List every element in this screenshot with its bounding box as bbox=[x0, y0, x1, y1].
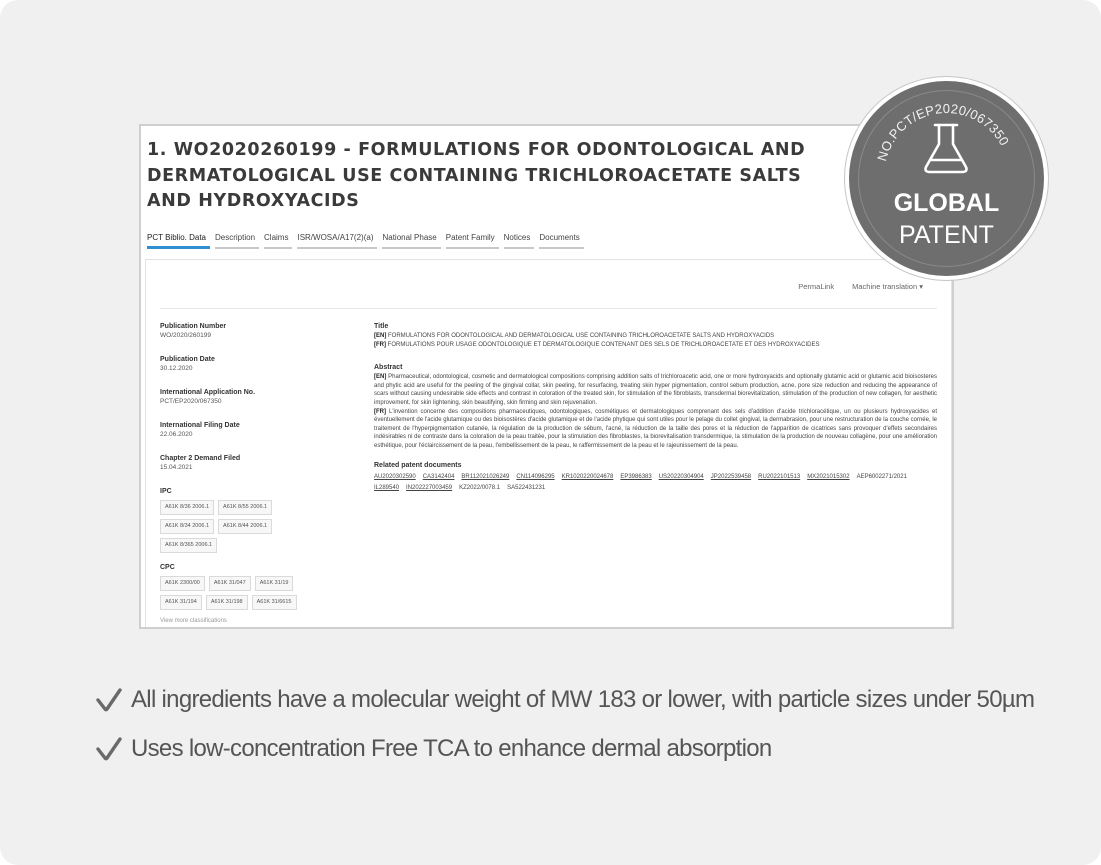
field-label: International Application No. bbox=[160, 389, 256, 396]
patent-tabs bbox=[147, 231, 589, 253]
title-en-text: FORMULATIONS FOR ODONTOLOGICAL AND DERMATOLOGICAL USE CONTAINING TRICHLOROACETATE SALTS AND HYDROXYACIDS bbox=[388, 333, 775, 339]
lang-tag-en: [EN] bbox=[374, 333, 387, 339]
title-heading: Title bbox=[374, 323, 389, 330]
field-label: International Filing Date bbox=[160, 422, 240, 429]
cpc-label: CPC bbox=[160, 564, 175, 571]
checklist-text: All ingredients have a molecular weight of MW 183 or lower, with particle sizes under 50µm bbox=[131, 686, 1035, 713]
cpc-chip[interactable]: A61K 31/198 bbox=[206, 595, 248, 610]
related-doc-link[interactable]: BR112021026249 bbox=[461, 473, 510, 480]
checklist-item bbox=[96, 731, 1034, 767]
view-more-classifications-link[interactable]: View more classifications bbox=[160, 618, 227, 624]
related-doc-link[interactable]: JP2022539458 bbox=[710, 473, 752, 480]
flask-icon bbox=[926, 125, 967, 172]
lang-tag-en: [EN] bbox=[374, 374, 387, 381]
tab-isr-wosa[interactable]: ISR/WOSA/A17(2)(a) bbox=[297, 231, 377, 249]
checkmark-icon bbox=[96, 736, 122, 762]
patent-screenshot bbox=[139, 124, 954, 629]
svg-text:NO.PCT/EP2020/067350 bbox=[874, 101, 1012, 163]
biblio-panel bbox=[145, 259, 952, 629]
seal-graphic bbox=[849, 81, 1044, 276]
tab-notices[interactable]: Notices bbox=[504, 231, 535, 249]
related-doc-text: AEP6002271/2021 bbox=[856, 473, 907, 480]
related-docs-list bbox=[374, 473, 934, 493]
publication-date: 30.12.2020 bbox=[160, 365, 193, 372]
machine-translation-dropdown[interactable]: Machine translation ▾ bbox=[852, 282, 923, 291]
tab-claims[interactable]: Claims bbox=[264, 231, 292, 249]
related-doc-link[interactable]: US20220304904 bbox=[658, 473, 704, 480]
toolbar-divider bbox=[160, 308, 937, 309]
field-label: Chapter 2 Demand Filed bbox=[160, 455, 241, 462]
related-doc-link[interactable]: MX2021015302 bbox=[807, 473, 850, 480]
application-number: PCT/EP2020/067350 bbox=[160, 398, 222, 405]
biblio-content bbox=[374, 322, 937, 493]
tab-description[interactable]: Description bbox=[215, 231, 259, 249]
abstract-fr-text: L'invention concerne des compositions pharmaceutiques, odontologiques, cosmétiques et dermatologiques comprenant des sels d'addition d'acide trichloracétique, un ou plusieurs hydroxyacides et éventuellement de l'acide glutamique ou des bioisostères d'acide glutamique et de l'acide phytique qui sont utiles pour le pelage du collet gingival, la dermabrasion, pour une restructuration de la couche cornée, le traitement de l'hyperpigmentation cutanée, la régulation de la production de sébum, l'acné, la réduction de la taille des pores et la réduction de l'apparition de cicatrices sans provoquer d'effets secondaires indésirables ni de contraste dans la coloration de la peau traitée, pour la stimulation des fibroblastes, la biorevitalisation transdermique, la stimulation de la production de nouveau collagène, pour une amélioration esthétique, pour l'éclaircissement de la peau, l'embellissement de la peau, le raffermissement de la peau et le rajeunissement de la peau. bbox=[374, 408, 937, 449]
title-fr bbox=[374, 341, 937, 350]
related-doc-text: KZ2022/0078.1 bbox=[459, 484, 501, 491]
related-doc-link[interactable]: RU2022101513 bbox=[758, 473, 801, 480]
demand-filed-date: 15.04.2021 bbox=[160, 464, 193, 471]
tab-national-phase[interactable]: National Phase bbox=[382, 231, 440, 249]
lang-tag-fr: [FR] bbox=[374, 341, 386, 348]
abstract-en-text: Pharmaceutical, odontological, cosmetic and dermatological compositions comprising addition salts of trichloroacetic acid, one or more hydroxyacids and optionally glutamic acid or glutamic acid bioisosteres and phytic acid are useful for the peeling of the gingival collar, skin peeling, for resurfacing, treating skin hyper pigmentation, control sebum production, acne, pore size reduction and reducing the appearance of scars without causing undesirable side effects and contrast in coloration of the treated skin, for stimulation of the fibroblasts, transdermal biorevitalization, stimulation of the production of new collagen, for aesthetic improvement, for skin lightening, skin beautifying, skin firming and skin rejuvenation. bbox=[374, 374, 938, 406]
related-docs-heading: Related patent documents bbox=[374, 461, 462, 469]
global-patent-seal bbox=[845, 77, 1048, 280]
title-fr-text: FORMULATIONS POUR USAGE ODONTOLOGIQUE ET DERMATOLOGIQUE CONTENANT DES SELS DE TRICHLOROACETATE ET DES HYDROXYACIDES bbox=[387, 341, 820, 348]
abstract-fr bbox=[374, 408, 937, 451]
abstract-en bbox=[374, 373, 937, 407]
permalink-link[interactable]: PermaLink bbox=[798, 282, 835, 291]
related-doc-link[interactable]: AU2020302590 bbox=[374, 473, 416, 480]
ipc-chip[interactable]: A61K 8/34 2006.1 bbox=[160, 519, 214, 534]
publication-number: WO/2020/260199 bbox=[160, 332, 211, 339]
checklist-text: Uses low-concentration Free TCA to enhance dermal absorption bbox=[131, 735, 772, 762]
patent-title: 1. WO2020260199 - FORMULATIONS FOR ODONTOLOGICAL AND DERMATOLOGICAL USE CONTAINING TRICHLOROACETATE SALTS AND HYDROXYACIDS bbox=[147, 140, 806, 211]
field-label: Publication Number bbox=[160, 323, 227, 330]
cpc-chip[interactable]: A61K 31/194 bbox=[160, 595, 202, 610]
tab-pct-biblio-data[interactable]: PCT Biblio. Data bbox=[147, 231, 210, 249]
ipc-chip[interactable]: A61K 8/55 2006.1 bbox=[218, 500, 272, 515]
related-doc-link[interactable]: CA3142404 bbox=[422, 473, 455, 480]
ipc-chip[interactable]: A61K 8/44 2006.1 bbox=[218, 519, 272, 534]
ipc-label: IPC bbox=[160, 488, 172, 495]
ipc-chips bbox=[160, 500, 330, 553]
related-doc-link[interactable]: IN202227003459 bbox=[406, 484, 453, 491]
field-label: Publication Date bbox=[160, 356, 215, 363]
title-en bbox=[374, 332, 937, 341]
cpc-chip[interactable]: A61K 31/6615 bbox=[252, 595, 297, 610]
tab-patent-family[interactable]: Patent Family bbox=[446, 231, 499, 249]
lang-tag-fr: [FR] bbox=[374, 408, 386, 415]
checkmark-icon bbox=[96, 687, 122, 713]
related-doc-link[interactable]: EP3986383 bbox=[620, 473, 652, 480]
tab-documents[interactable]: Documents bbox=[539, 231, 583, 249]
related-doc-text: SA522431231 bbox=[507, 484, 546, 491]
related-doc-link[interactable]: CN114096295 bbox=[516, 473, 555, 480]
related-doc-link[interactable]: KR1020220024678 bbox=[561, 473, 614, 480]
cpc-chips bbox=[160, 576, 330, 610]
feature-checklist bbox=[96, 682, 1034, 780]
filing-date: 22.06.2020 bbox=[160, 431, 193, 438]
seal-ring-text: NO.PCT/EP2020/067350 bbox=[874, 101, 1013, 163]
ipc-chip[interactable]: A61K 8/36 2006.1 bbox=[160, 500, 214, 515]
abstract-heading: Abstract bbox=[374, 364, 403, 372]
related-doc-link[interactable]: IL289540 bbox=[374, 484, 400, 491]
seal-line2: PATENT bbox=[899, 221, 994, 249]
biblio-fields bbox=[160, 322, 360, 624]
cpc-chip[interactable]: A61K 31/19 bbox=[255, 576, 294, 591]
seal-line1: GLOBAL bbox=[893, 189, 1000, 217]
panel-toolbar bbox=[798, 282, 923, 291]
checklist-item bbox=[96, 682, 1034, 718]
cpc-chip[interactable]: A61K 2300/00 bbox=[160, 576, 205, 591]
ipc-chip[interactable]: A61K 8/365 2006.1 bbox=[160, 538, 217, 553]
cpc-chip[interactable]: A61K 31/047 bbox=[209, 576, 251, 591]
